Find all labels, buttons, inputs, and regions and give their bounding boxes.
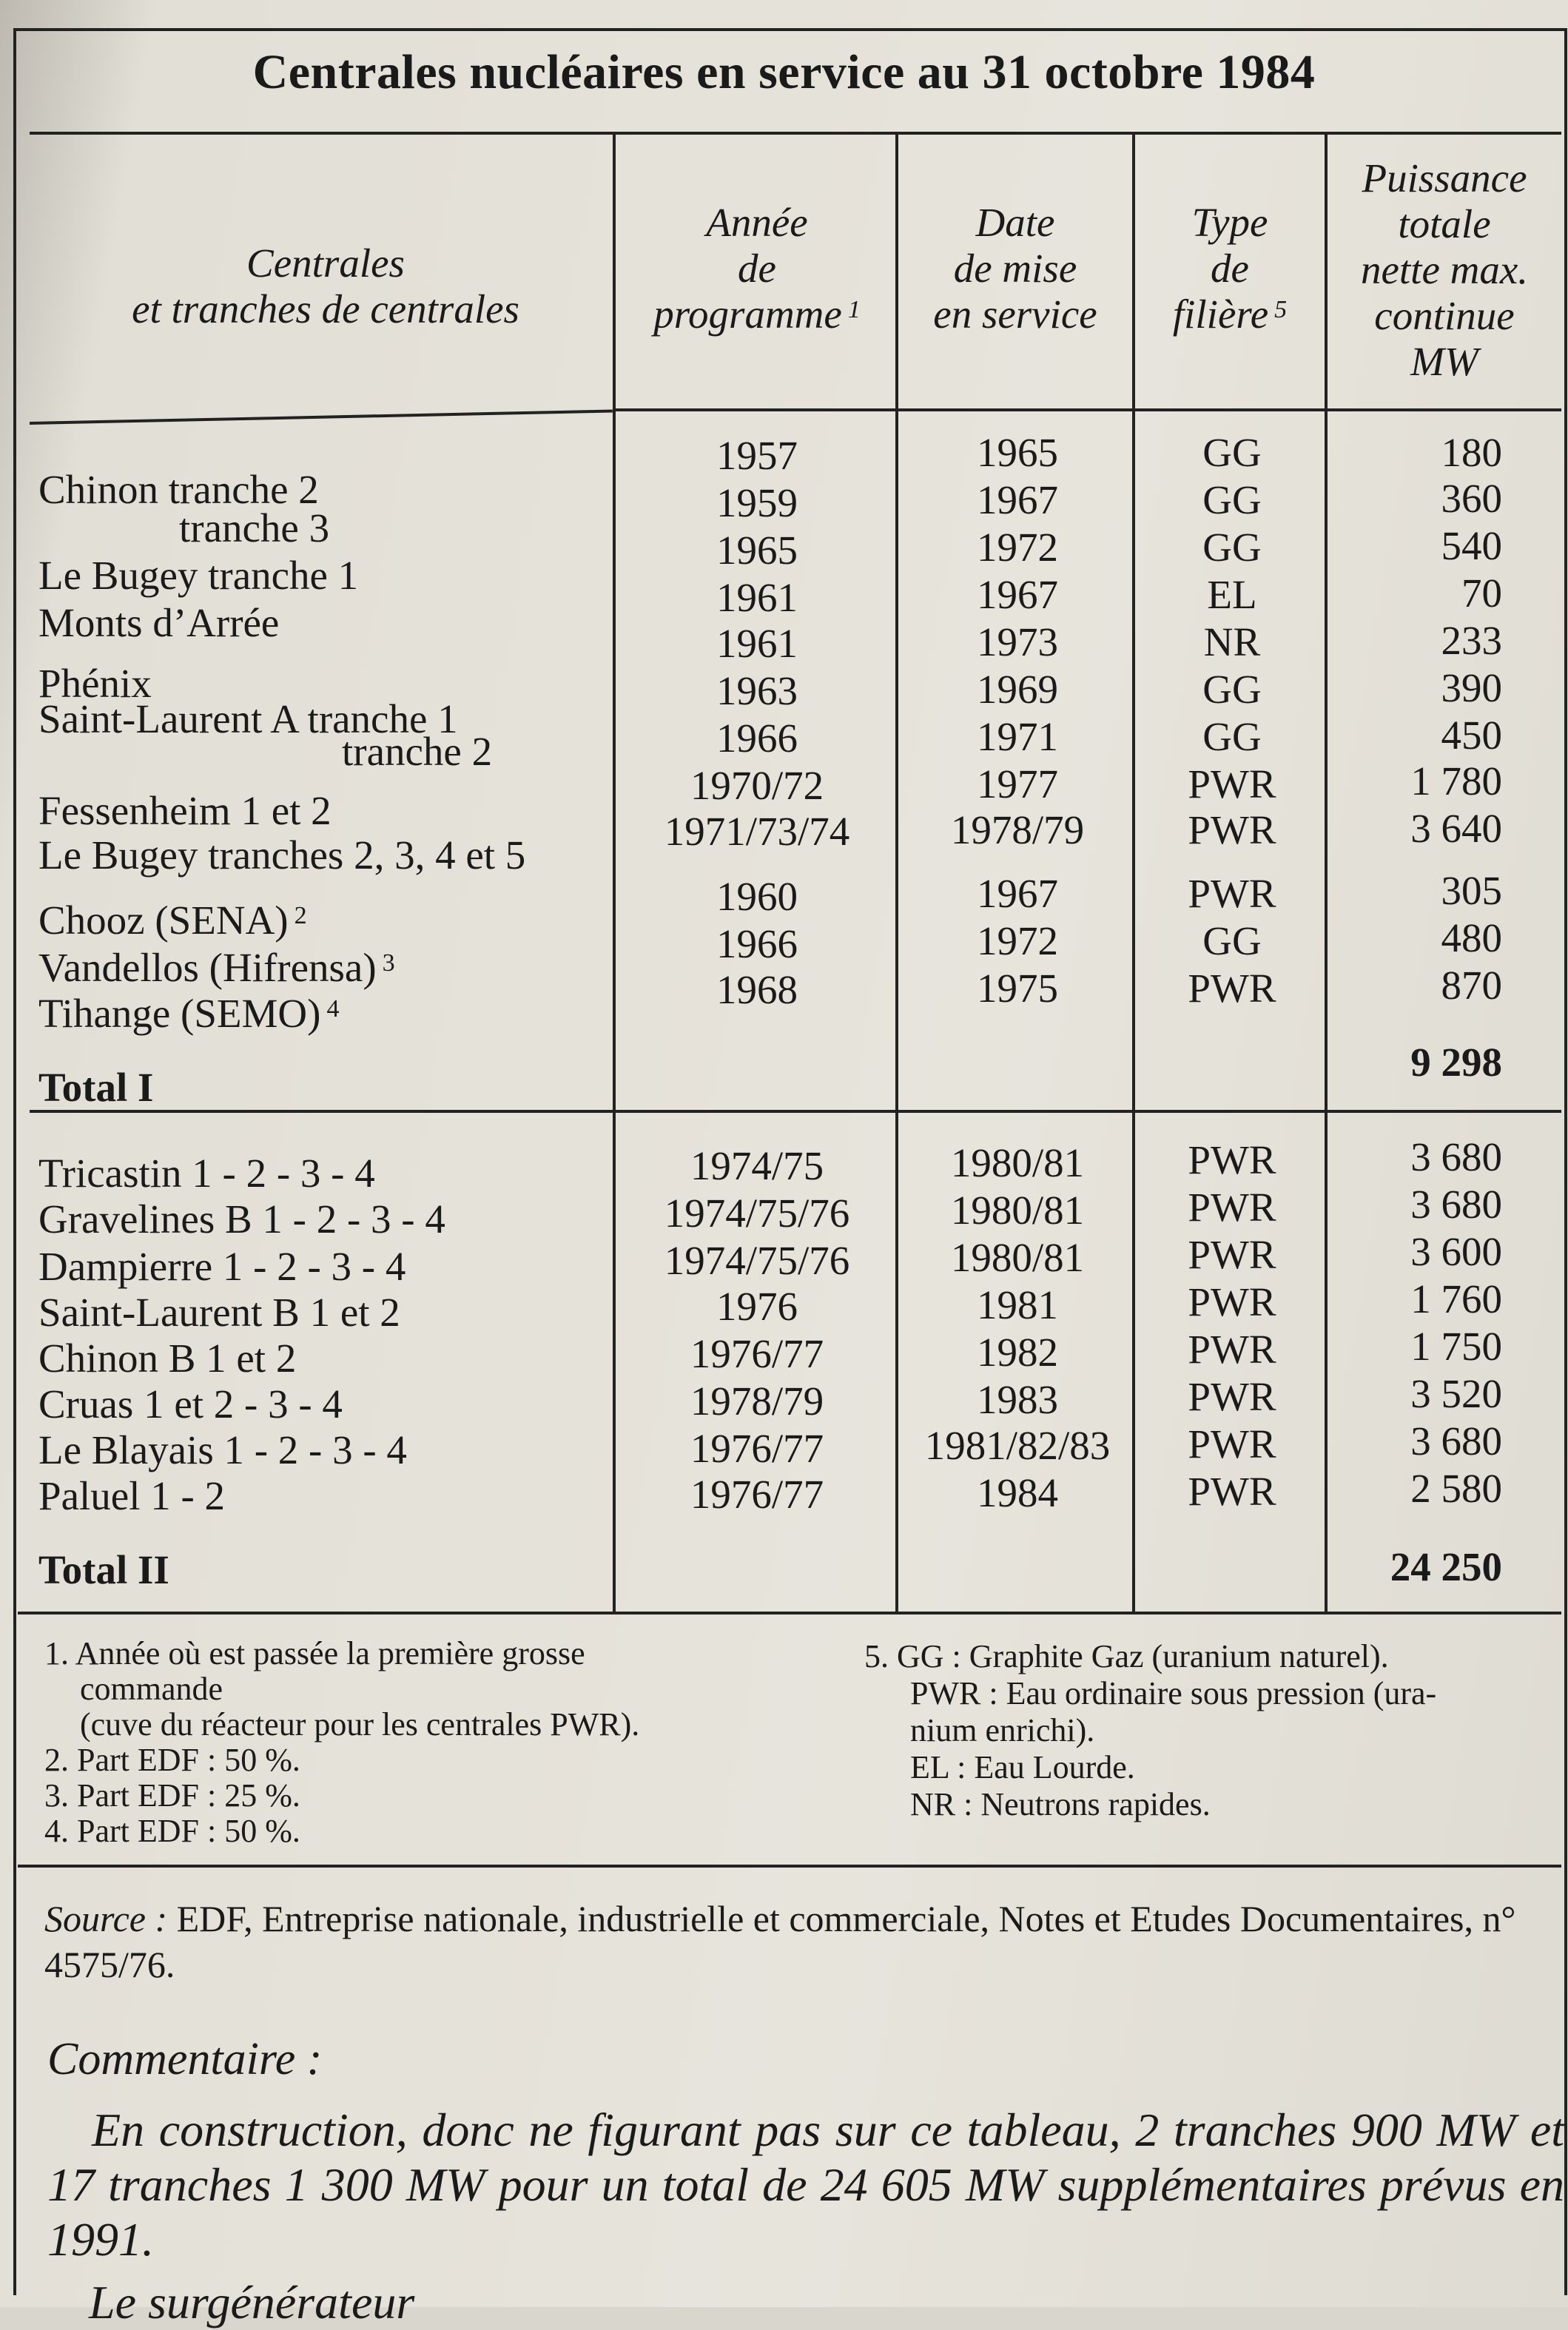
mw-cell: 450 [1441,713,1502,758]
type-cell: NR [1203,619,1261,664]
annee-cell: 1957 [716,433,798,478]
annee-cell: 1963 [716,668,798,713]
annee-cell: 1974/75/76 [664,1191,850,1236]
type-cell: PWR [1188,1327,1276,1372]
date-cell: 1973 [977,619,1058,664]
name-bugey-t1: Le Bugey tranche 1 [38,553,359,598]
mw-cell: 390 [1441,665,1502,710]
footnote-4: 4. Part EDF : 50 %. [44,1813,300,1849]
type-cell: GG [1202,477,1262,522]
mw-cell: 3 600 [1410,1229,1502,1274]
date-cell: 1967 [977,572,1058,617]
footnote-5-l5: NR : Neutrons rapides. [910,1786,1211,1822]
date-cell: 1980/81 [950,1140,1085,1185]
header-annee-l3: programme $^1$ [653,292,861,337]
header-mw-l5: MW [1410,339,1478,384]
mw-cell: 360 [1441,476,1502,521]
col-divider-3 [1132,132,1135,1612]
footnote-1-l2: commande [80,1671,223,1707]
type-cell: PWR [1188,966,1276,1011]
name-monts-arree: Monts d’Arrée [38,600,280,645]
annee-cell: 1960 [716,874,798,919]
mw-cell: 3 640 [1410,806,1502,851]
name-bugey-t2-5: Le Bugey tranches 2, 3, 4 et 5 [38,832,526,878]
header-annee [620,200,894,337]
date-cell: 1982 [977,1330,1058,1375]
type-cell: PWR [1188,807,1276,852]
annee-cell: 1976/77 [690,1426,824,1471]
header-date-l3: en service [933,292,1097,337]
mw-cell: 870 [1441,963,1502,1008]
footnote-1-l3: (cuve du réacteur pour les centrales PWR). [80,1706,640,1743]
name-tihange: Tihange (SEMO) $^4$ [38,991,340,1036]
commentaire-heading: Commentaire : [47,2034,323,2084]
annee-cell: 1970/72 [690,763,824,808]
type-cell: PWR [1188,1279,1276,1324]
commentaire-text: En construction, donc ne figurant pas sur ce tableau, 2 tranches 900 MW et 17 tranches 1 300 MW pour un total de 24 605 MW supplémentaires prévus en 1991. [47,2104,1564,2266]
header-bottom-rule [613,408,1561,411]
mw-cell: 3 520 [1410,1371,1502,1416]
note-2: 2 [294,902,307,929]
type-cell: PWR [1188,761,1276,807]
header-mw-l3: nette max. [1360,247,1528,292]
name-phenix: Phénix [38,661,152,706]
type-cell: GG [1202,525,1262,570]
footnote-5-l4: EL : Eau Lourde. [910,1749,1135,1785]
name-chooz: Chooz (SENA) $^2$ [38,898,307,943]
name-cell: Cruas 1 et 2 - 3 - 4 [38,1381,343,1427]
type-cell: PWR [1188,1469,1276,1514]
annee-cell: 1968 [716,967,798,1012]
header-centrales [44,240,607,332]
name-cell: Dampierre 1 - 2 - 3 - 4 [38,1244,406,1289]
header-type-l3: filière $^5$ [1172,292,1288,337]
date-cell: 1967 [977,871,1058,916]
source-text: EDF, Entreprise nationale, industrielle et commerciale, Notes et Etudes Documentaires, n° 4575/76. [44,1898,1516,1985]
header-date-l2: de mise [953,246,1077,291]
date-cell: 1981/82/83 [924,1423,1111,1468]
date-cell: 1980/81 [950,1188,1085,1233]
name-cell: Chinon B 1 et 2 [38,1336,297,1381]
header-type-l1: Type [1191,200,1268,245]
footnote-3: 3. Part EDF : 25 %. [44,1777,300,1814]
header-annee-l2: de [738,246,776,291]
header-top-rule [30,132,1561,135]
date-cell: 1977 [977,761,1058,807]
annee-cell: 1974/75/76 [664,1238,850,1283]
date-cell: 1969 [977,667,1058,712]
type-cell: PWR [1188,1232,1276,1277]
header-annee-l1: Année [706,200,808,245]
date-cell: 1980/81 [950,1235,1085,1280]
total-1-value: 9 298 [1410,1040,1502,1085]
header-mw-l1: Puissance [1362,155,1527,201]
footnote-1-l1: 1. Année où est passée la première grosse [44,1635,585,1671]
name-cell: Saint-Laurent B 1 et 2 [38,1290,400,1335]
type-cell: GG [1202,714,1262,759]
table-bottom-rule [18,1612,1561,1614]
name-saint-laurent-a-t1: Saint-Laurent A tranche 1 [38,696,458,741]
header-type-note: 5 [1274,296,1288,323]
annee-cell: 1971/73/74 [664,809,850,854]
mw-cell: 70 [1461,570,1502,616]
annee-cell: 1976 [716,1284,798,1329]
total-2-label: Total II [38,1547,169,1592]
mw-cell: 540 [1441,523,1502,568]
mw-cell: 1 760 [1410,1276,1502,1321]
annee-cell: 1978/79 [690,1378,824,1424]
mw-cell: 2 580 [1410,1466,1502,1511]
table-title: Centrales nucléaires en service au 31 octobre 1984 [252,45,1316,99]
annee-cell: 1974/75 [690,1143,824,1188]
header-date-l1: Date [975,200,1055,245]
name-fessenheim: Fessenheim 1 et 2 [38,788,332,833]
header-type [1135,200,1325,337]
annee-cell: 1965 [716,528,798,573]
note-4: 4 [326,995,340,1023]
type-cell: PWR [1188,1137,1276,1182]
annee-cell: 1961 [716,621,798,666]
header-centrales-l1: Centrales [246,240,405,286]
type-cell: GG [1202,430,1262,475]
mw-cell: 180 [1441,430,1502,475]
mw-cell: 3 680 [1410,1418,1502,1464]
mw-cell: 3 680 [1410,1182,1502,1227]
type-cell: GG [1202,918,1262,963]
date-cell: 1967 [977,477,1058,522]
footnote-5-l1: 5. GG : Graphite Gaz (uranium naturel). [864,1638,1389,1674]
footnote-5-l3: nium enrichi). [910,1712,1095,1748]
mw-cell: 233 [1441,618,1502,663]
name-cell: Tricastin 1 - 2 - 3 - 4 [38,1151,375,1196]
date-cell: 1972 [977,918,1058,963]
total-1-label: Total I [38,1065,154,1110]
name-chinon-t2: Chinon tranche 2 [38,467,319,512]
mw-cell: 3 680 [1410,1134,1502,1179]
header-centrales-l2: et tranches de centrales [132,286,519,331]
annee-cell: 1976/77 [690,1331,824,1376]
total-2-value: 24 250 [1390,1544,1502,1589]
type-cell: EL [1207,572,1257,617]
footnote-2: 2. Part EDF : 50 %. [44,1742,300,1778]
annee-cell: 1976/77 [690,1472,824,1517]
mw-cell: 480 [1441,915,1502,960]
date-cell: 1983 [977,1377,1058,1422]
date-cell: 1978/79 [950,807,1085,852]
header-type-l2: de [1211,246,1249,291]
mw-cell: 305 [1441,868,1502,913]
name-cell: Paluel 1 - 2 [38,1473,226,1518]
col-divider-2 [895,132,898,1612]
date-cell: 1984 [977,1470,1058,1515]
name-cell: Gravelines B 1 - 2 - 3 - 4 [38,1196,445,1242]
commentaire-next-line: Le surgénérateur [89,2276,415,2329]
mw-cell: 1 750 [1410,1324,1502,1369]
source-label: Source : [44,1898,168,1939]
note-3: 3 [382,949,395,977]
source-note [44,1896,1554,1987]
source-top-rule [18,1865,1561,1868]
name-cell: Le Blayais 1 - 2 - 3 - 4 [38,1427,407,1472]
header-mw-l2: totale [1398,201,1491,246]
type-cell: PWR [1188,871,1276,916]
mw-cell: 1 780 [1410,758,1502,804]
name-chinon-t3: tranche 3 [179,505,330,550]
date-cell: 1975 [977,966,1058,1011]
header-mw-l4: continue [1374,293,1515,338]
date-cell: 1971 [977,714,1058,759]
header-puissance [1328,155,1561,385]
name-saint-laurent-a-t2: tranche 2 [342,729,493,774]
type-cell: PWR [1188,1185,1276,1230]
footnote-5-l2: PWR : Eau ordinaire sous pression (ura- [910,1675,1437,1711]
annee-cell: 1966 [716,716,798,761]
type-cell: GG [1202,667,1262,712]
type-cell: PWR [1188,1421,1276,1467]
annee-cell: 1959 [716,480,798,525]
header-date [898,200,1132,337]
date-cell: 1972 [977,525,1058,570]
date-cell: 1981 [977,1282,1058,1327]
date-cell: 1965 [977,430,1058,475]
header-annee-note: 1 [847,296,861,323]
annee-cell: 1961 [716,575,798,620]
annee-cell: 1966 [716,921,798,966]
type-cell: PWR [1188,1374,1276,1419]
name-vandellos: Vandellos (Hifrensa) $^3$ [38,945,395,990]
